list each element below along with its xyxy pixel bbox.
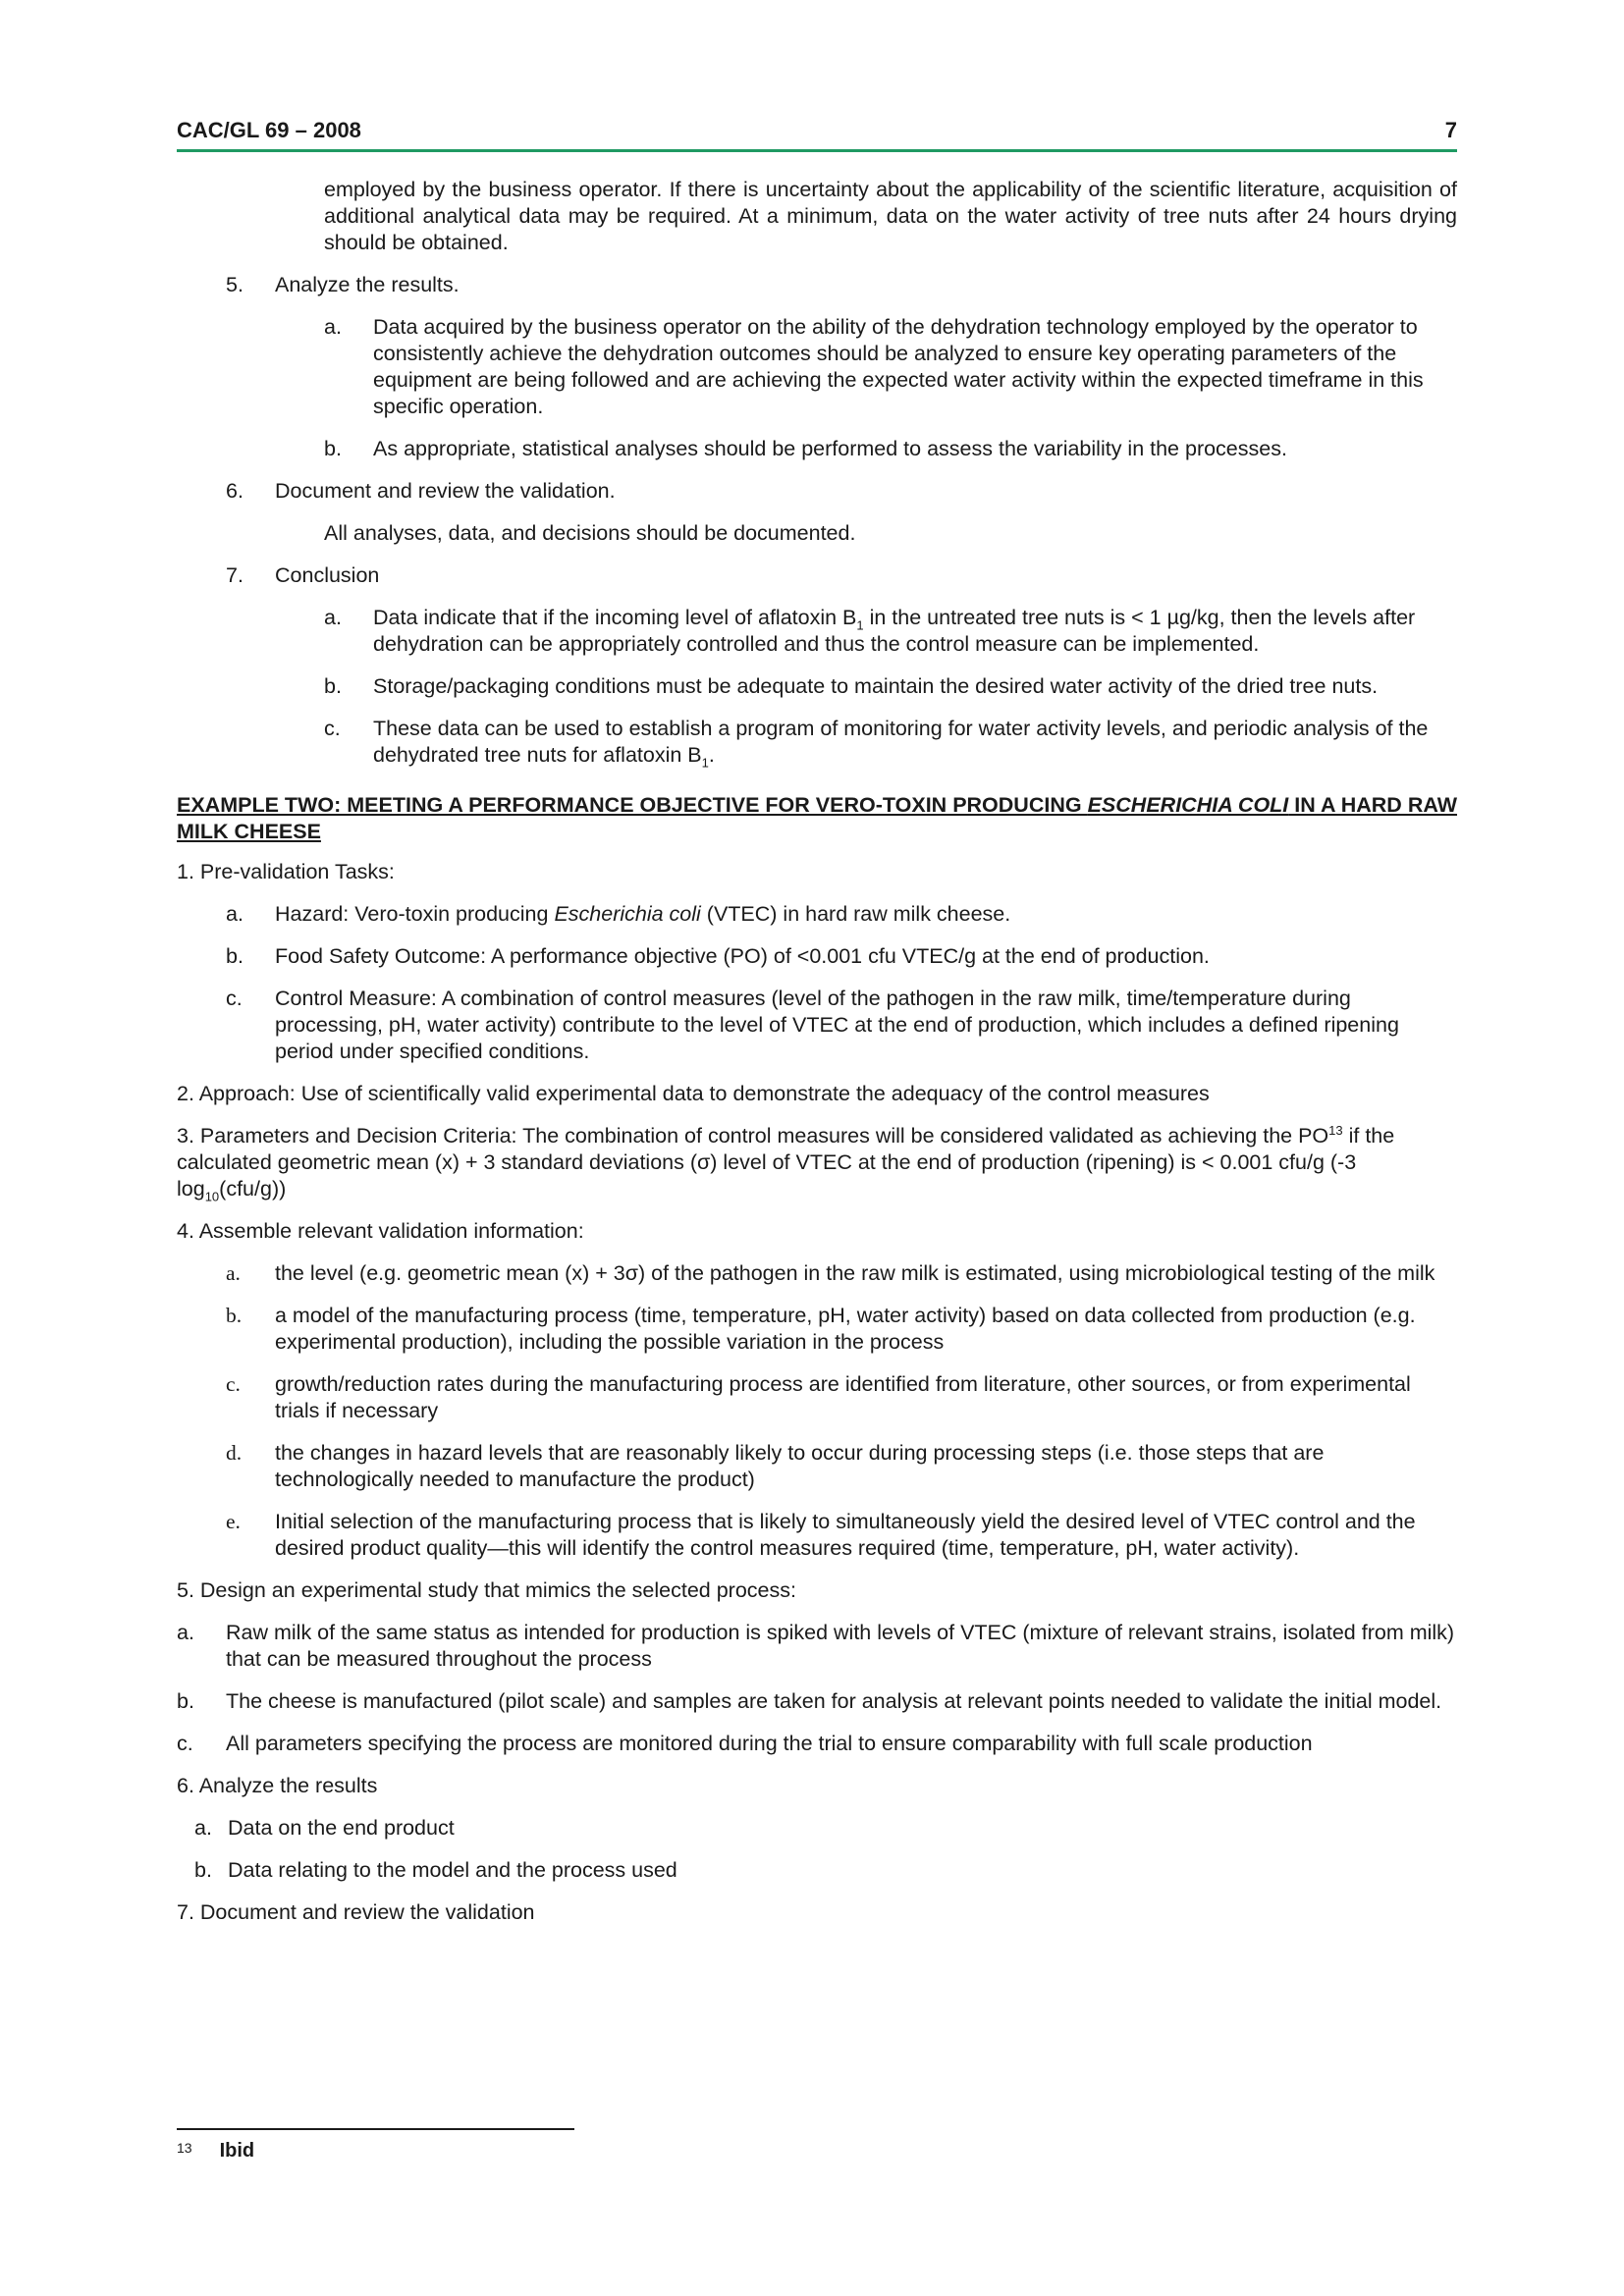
section-4d <box>177 1440 1457 1493</box>
section-7-title: 7. Document and review the validation <box>177 1900 535 1924</box>
step-number: 6. <box>226 479 244 503</box>
section-4c <box>177 1371 1457 1424</box>
item-marker: a. <box>226 902 244 926</box>
item-text: Data relating to the model and the process used <box>228 1858 677 1882</box>
step-text: Conclusion <box>275 563 380 587</box>
section-2-approach: 2. Approach: Use of scientifically valid experimental data to demonstrate the adequacy of the control measures <box>177 1082 1210 1105</box>
section-1c <box>177 986 1457 1065</box>
example-two-heading: EXAMPLE TWO: MEETING A PERFORMANCE OBJECTIVE FOR VERO-TOXIN PRODUCING ESCHERICHIA COLI IN A HARD RAW MILK CHEESE <box>177 793 1457 843</box>
item-text: growth/reduction rates during the manufacturing process are identified from literature, other sources, or from experimental trials if necessary <box>275 1372 1411 1422</box>
item-marker: c. <box>226 1372 241 1396</box>
item-text: Control Measure: A combination of control measures (level of the pathogen in the raw milk, time/temperature during processing, pH, water activity) contribute to the level of VTEC at the end of production, which includes a defined ripening period under specified conditions. <box>275 987 1399 1063</box>
step-5b <box>177 436 1457 462</box>
section-5-title: 5. Design an experimental study that mimics the selected process: <box>177 1578 796 1602</box>
step-6-paragraph: All analyses, data, and decisions should be documented. <box>324 521 856 545</box>
item-marker: b. <box>226 1304 243 1327</box>
section-4a <box>177 1260 1457 1287</box>
section-6-title: 6. Analyze the results <box>177 1774 378 1797</box>
step-text: Document and review the validation. <box>275 479 616 503</box>
section-1a <box>177 901 1457 928</box>
step-7c <box>177 716 1457 769</box>
item-text: The cheese is manufactured (pilot scale) and samples are taken for analysis at relevant points needed to validate the initial model. <box>226 1689 1442 1713</box>
item-text: As appropriate, statistical analyses should be performed to assess the variability in the processes. <box>373 437 1287 460</box>
item-marker: b. <box>177 1689 194 1713</box>
footnote-separator <box>177 2128 574 2130</box>
item-marker: c. <box>177 1732 193 1755</box>
item-text: Data on the end product <box>228 1816 455 1840</box>
item-text: the changes in hazard levels that are reasonably likely to occur during processing steps (i.e. those steps that are technologically needed to manufacture the product) <box>275 1441 1325 1491</box>
section-5a <box>177 1620 1457 1673</box>
item-text: Hazard: Vero-toxin producing Escherichia coli (VTEC) in hard raw milk cheese. <box>275 902 1011 926</box>
item-marker: d. <box>226 1441 243 1465</box>
step-5 <box>177 272 1457 298</box>
section-4b <box>177 1303 1457 1356</box>
item-text: All parameters specifying the process are monitored during the trial to ensure comparability with full scale production <box>226 1732 1313 1755</box>
step-7a <box>177 605 1457 658</box>
step-number: 7. <box>226 563 244 587</box>
item-marker: b. <box>324 437 342 460</box>
section-3-parameters: 3. Parameters and Decision Criteria: The combination of control measures will be considered validated as achieving the PO$^{13}$ if the calculated geometric mean (x) + 3 standard deviations (σ) level of VTEC at the end of production (ripening) is < 0.001 cfu/g (-3 $\log_{10}(cfu/g)$) <box>177 1122 1395 1204</box>
item-text: a model of the manufacturing process (time, temperature, pH, water activity) based on data collected from production (e.g. experimental production), including the possible variation in the process <box>275 1304 1416 1354</box>
item-marker: e. <box>226 1510 241 1533</box>
document-body <box>177 177 1457 1942</box>
footnote-text: Ibid <box>219 2140 255 2162</box>
item-text: Storage/packaging conditions must be adequate to maintain the desired water activity of the dried tree nuts. <box>373 674 1379 698</box>
item-text: the level (e.g. geometric mean (x) + 3σ) of the pathogen in the raw milk is estimated, using microbiological testing of the milk <box>275 1261 1435 1285</box>
item-marker: a. <box>194 1816 212 1840</box>
step-6 <box>177 478 1457 505</box>
section-6b <box>177 1857 1457 1884</box>
item-marker: c. <box>324 717 341 740</box>
section-6a <box>177 1815 1457 1842</box>
item-marker: a. <box>324 606 342 629</box>
step-number: 5. <box>226 273 244 296</box>
item-marker: b. <box>324 674 342 698</box>
section-5c <box>177 1731 1457 1757</box>
item-marker: a. <box>324 315 342 339</box>
footnote-mark: 13 <box>177 2140 192 2156</box>
item-text: These data can be used to establish a program of monitoring for water activity levels, and periodic analysis of the dehydrated tree nuts for aflatoxin $B_1$. <box>373 717 1429 771</box>
item-text: Food Safety Outcome: A performance objective (PO) of <0.001 cfu VTEC/g at the end of production. <box>275 944 1210 968</box>
step-text: Analyze the results. <box>275 273 460 296</box>
item-marker: b. <box>194 1858 212 1882</box>
page-header <box>177 116 1457 152</box>
section-1b <box>177 943 1457 970</box>
continuation-paragraph: employed by the business operator. If there is uncertainty about the applicability of the scientific literature, acquisition of additional analytical data may be required. At a minimum, data on the water activity of tree nuts after 24 hours drying should be obtained. <box>324 178 1457 254</box>
item-text: Data acquired by the business operator on the ability of the dehydration technology employed by the operator to consistently achieve the dehydration outcomes should be analyzed to ensure key operating parameters of the equipment are being followed and are achieving the expected water activity within the expected timeframe in this specific operation. <box>373 315 1424 418</box>
item-marker: a. <box>177 1621 194 1644</box>
document-id: CAC/GL 69 – 2008 <box>177 118 361 142</box>
section-4-title: 4. Assemble relevant validation information: <box>177 1219 584 1243</box>
section-4e <box>177 1509 1457 1562</box>
section-5b <box>177 1688 1457 1715</box>
page-number: 7 <box>1444 118 1457 142</box>
step-7 <box>177 562 1457 589</box>
item-marker: c. <box>226 987 243 1010</box>
item-marker: a. <box>226 1261 241 1285</box>
section-1-title: 1. Pre-validation Tasks: <box>177 860 395 883</box>
item-text: Data indicate that if the incoming level of aflatoxin $B_1$ in the untreated tree nuts is < 1 µg/kg, then the levels after dehydration can be appropriately controlled and thus the control measure can be implemented. <box>373 606 1416 656</box>
step-7b <box>177 673 1457 700</box>
step-5a <box>177 314 1457 420</box>
item-text: Raw milk of the same status as intended for production is spiked with levels of VTEC (mixture of relevant strains, isolated from milk) that can be measured throughout the process <box>226 1621 1455 1671</box>
item-marker: b. <box>226 944 244 968</box>
item-text: Initial selection of the manufacturing process that is likely to simultaneously yield the desired level of VTEC control and the desired product quality—this will identify the control measures required (time, temperature, pH, water activity). <box>275 1510 1416 1560</box>
footnote <box>177 2140 254 2163</box>
